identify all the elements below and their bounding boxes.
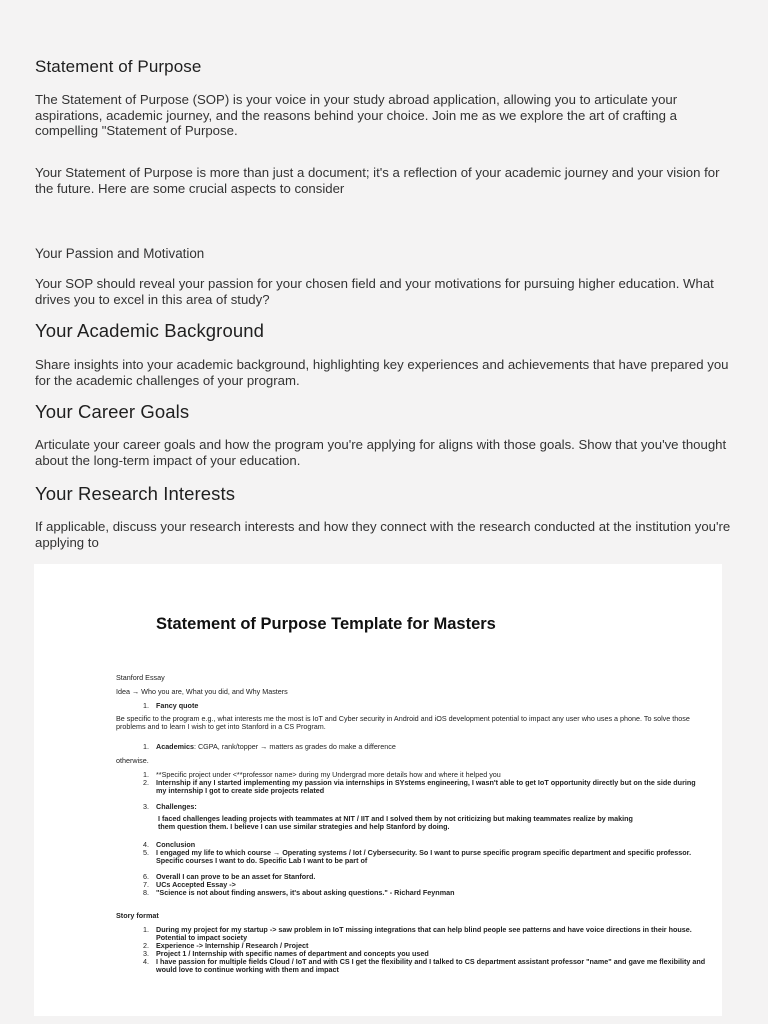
list-text: Internship if any I started implementing my passion via internships in SYstems engineering, I wasn't able to get IoT opportunity directly but on the side during my internship I got to create side projects related xyxy=(156,778,696,795)
academics-label: Academics xyxy=(156,742,194,751)
list-text: Overall I can prove to be an asset for Stanford. xyxy=(156,872,316,881)
list-number: 8. xyxy=(143,888,149,897)
section-body-research: If applicable, discuss your research interests and how they connect with the research conducted at the institution you're applying to xyxy=(35,519,731,550)
section-heading-career: Your Career Goals xyxy=(35,401,190,422)
list-number: 1. xyxy=(143,770,149,779)
intro-paragraph: The Statement of Purpose (SOP) is your voice in your study abroad application, allowing you to articulate your aspirations, academic journey, and the reasons behind your choice. Join me as we explore the art of crafting a compelling "Statement of Purpose. xyxy=(35,92,678,138)
list-number: 4. xyxy=(143,840,149,849)
challenges-text: I faced challenges leading projects with teammates at NIT / IIT and I solved them by not criticizing but making teammates realize by making them question them. I believe I can use similar strategies and help Stanford by doing. xyxy=(158,814,633,831)
list-number: 3. xyxy=(143,802,149,811)
otherwise-line: otherwise. xyxy=(116,756,149,765)
list-number: 4. xyxy=(143,957,149,966)
list-text: I have passion for multiple fields Cloud / IoT and with CS I get the flexibility and I talked to CS department assistant professor "name" and gave me flexibility and would love to continue working with them and impact xyxy=(156,957,706,974)
story-format-heading: Story format xyxy=(116,911,159,920)
list-text: Experience -> Internship / Research / Project xyxy=(156,941,309,950)
list-item xyxy=(116,849,706,865)
section-body-academic: Share insights into your academic background, highlighting key experiences and achievements that have prepared you for the academic challenges of your program. xyxy=(35,357,729,388)
list-number: 1. xyxy=(143,701,149,710)
section-heading-passion: Your Passion and Motivation xyxy=(35,246,205,261)
list-number: 6. xyxy=(143,872,149,881)
section-heading-academic: Your Academic Background xyxy=(35,320,264,341)
list-item xyxy=(116,702,706,710)
specific-note: Be specific to the program e.g., what interests me the most is IoT and Cyber security in Android and iOS development potential to impact any user who uses a phone. To solve those problems and to learn I wish to get into Stanford in a CS Program. xyxy=(116,714,690,731)
academics-text: : CGPA, rank/topper → matters as grades do make a difference xyxy=(193,742,396,751)
list-text: "Science is not about finding answers, it's about asking questions." - Richard Feynman xyxy=(156,888,455,897)
list-number: 5. xyxy=(143,848,149,857)
list-number: 3. xyxy=(143,949,149,958)
list-number: 2. xyxy=(143,778,149,787)
list-item xyxy=(116,958,706,974)
idea-line: Idea → Who you are, What you did, and Why Masters xyxy=(116,687,288,696)
list-number: 1. xyxy=(143,925,149,934)
list-number: 2. xyxy=(143,941,149,950)
list-text: Project 1 / Internship with specific names of department and concepts you used xyxy=(156,949,429,958)
list-item xyxy=(116,779,706,795)
list-text: UCs Accepted Essay -> xyxy=(156,880,236,889)
list-text: I engaged my life to which course → Operating systems / Iot / Cybersecurity. So I want to purse specific program specific department and specific professor. Specific courses I want to do. Specific Lab I want to be part of xyxy=(156,848,692,865)
template-title: Statement of Purpose Template for Masters xyxy=(156,615,496,633)
list-item xyxy=(116,889,706,897)
list-item xyxy=(116,743,706,751)
stanford-essay-label: Stanford Essay xyxy=(116,673,165,682)
lead-paragraph: Your Statement of Purpose is more than just a document; it's a reflection of your academic journey and your vision for the future. Here are some crucial aspects to consider xyxy=(35,165,720,196)
list-number: 7. xyxy=(143,880,149,889)
list-item xyxy=(116,926,706,942)
section-heading-research: Your Research Interests xyxy=(35,483,236,504)
list-text: **Specific project under <**professor name> during my Undergrad more details how and where it helped you xyxy=(156,770,501,779)
page-title: Statement of Purpose xyxy=(35,57,202,76)
list-text: Challenges: xyxy=(156,802,197,811)
template-image xyxy=(34,564,722,1016)
section-body-career: Articulate your career goals and how the program you're applying for aligns with those goals. Show that you've thought about the long-term impact of your education. xyxy=(35,437,727,468)
list-text: Conclusion xyxy=(156,840,196,849)
list-number: 1. xyxy=(143,742,149,751)
section-body-passion: Your SOP should reveal your passion for your chosen field and your motivations for pursuing higher education. What drives you to excel in this area of study? xyxy=(35,276,714,307)
list-text: During my project for my startup -> saw problem in IoT missing integrations that can help blind people see patterns and have voice directions in their house. Potential to impact society xyxy=(156,925,692,942)
list-text: Fancy quote xyxy=(156,701,199,710)
list-item xyxy=(116,803,706,811)
